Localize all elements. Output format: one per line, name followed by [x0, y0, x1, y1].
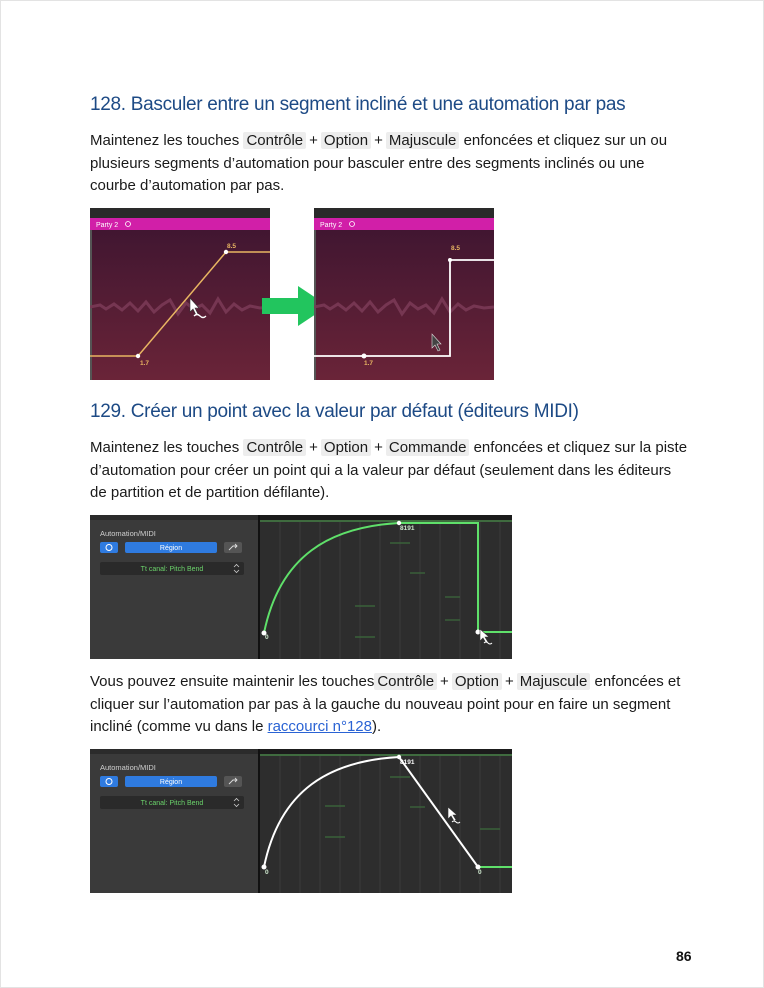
value-end: 0	[478, 869, 482, 876]
section-129-heading	[90, 401, 579, 423]
figure-128-before	[90, 208, 270, 380]
section-128-paragraph: Maintenez les touches Contrôle + Option + Majuscule enfoncées et cliquez sur un ou plusieurs segments d’automation pour basculer entre des segments inclinés ou une courbe d’automation par pas.	[90, 132, 668, 194]
section-title: Créer un point avec la valeur par défaut (éditeurs MIDI)	[130, 401, 579, 422]
figure-128-after	[314, 208, 494, 380]
key-control: Contrôle	[243, 439, 306, 456]
value-high: 8.5	[451, 245, 461, 252]
share-button[interactable]	[224, 542, 242, 553]
channel-select-value: Tt canal: Pitch Bend	[140, 800, 204, 807]
value-top: 8191	[400, 525, 415, 532]
region-button-label: Région	[159, 545, 183, 552]
section-number: 129.	[90, 401, 126, 422]
key-control: Contrôle	[243, 132, 306, 149]
channel-select-value: Tt canal: Pitch Bend	[140, 566, 204, 573]
share-button[interactable]	[224, 776, 242, 787]
section-number: 128.	[90, 94, 126, 115]
figure-129-slope	[90, 749, 512, 893]
section-129-paragraph: Maintenez les touches Contrôle + Option + Commande enfoncées et cliquez sur la piste d’automation pour créer un point qui a la valeur par défaut (seulement dans les éditeurs de partition et de partition défilante).	[90, 439, 688, 501]
region-button-label: Région	[159, 779, 183, 786]
automation-point-high[interactable]	[224, 250, 228, 254]
automation-point-high[interactable]	[448, 258, 452, 262]
power-button[interactable]	[100, 542, 118, 553]
value-high: 8.5	[227, 243, 237, 250]
figure-129-default-point	[90, 515, 512, 659]
section-128-heading	[90, 94, 625, 116]
value-start: 0	[265, 634, 269, 641]
value-low: 1.7	[364, 360, 374, 367]
value-low: 1.7	[140, 360, 150, 367]
region-label: Party 2	[96, 222, 119, 229]
key-option: Option	[452, 673, 502, 690]
value-top: 8191	[400, 759, 415, 766]
value-start: 0	[265, 869, 269, 876]
key-control: Contrôle	[374, 673, 437, 690]
panel-title: Automation/MIDI	[100, 529, 156, 538]
key-command: Commande	[386, 439, 470, 456]
key-option: Option	[321, 132, 371, 149]
page-number: 86	[676, 948, 692, 964]
key-shift: Majuscule	[517, 673, 591, 690]
power-button[interactable]	[100, 776, 118, 787]
automation-point-low[interactable]	[136, 354, 140, 358]
panel-title: Automation/MIDI	[100, 763, 156, 772]
region-label: Party 2	[320, 222, 343, 229]
shortcut-128-link[interactable]: raccourci n°128	[267, 718, 372, 735]
key-shift: Majuscule	[386, 132, 460, 149]
automation-point-low[interactable]	[362, 354, 367, 359]
section-129-paragraph-2: Vous pouvez ensuite maintenir les touches Contrôle + Option + Majuscule enfoncées et cliquer sur l’automation par pas à la gauche du nouveau point pour en faire un segment incliné (comme vu dans le raccourci n°128).	[90, 673, 681, 735]
section-title: Basculer entre un segment incliné et une automation par pas	[130, 94, 626, 115]
key-option: Option	[321, 439, 371, 456]
